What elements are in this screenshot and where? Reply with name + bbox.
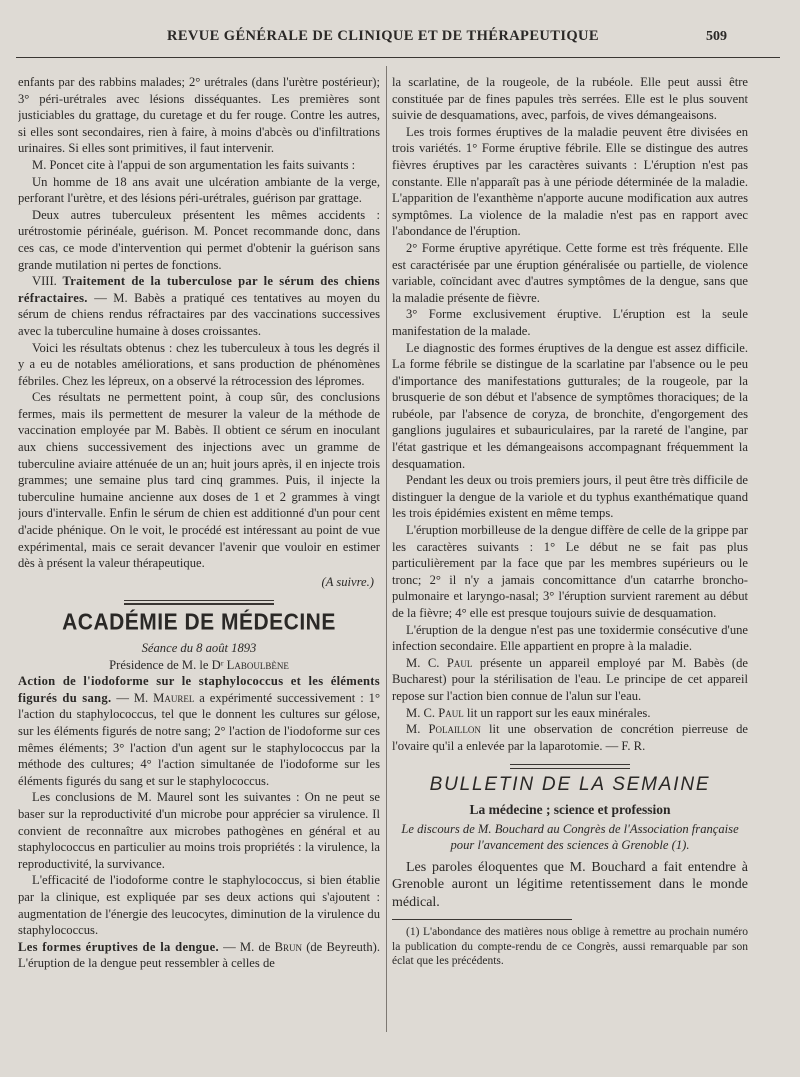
presidence-line xyxy=(18,657,380,674)
paragraph: 3° Forme exclusivement éruptive. L'éruption est la seule manifestation de la malade. xyxy=(392,307,748,338)
section-rule xyxy=(510,764,630,765)
bulletin-heading-block xyxy=(392,764,748,794)
paragraph-text: (de Beyreuth). L'éruption de la dengue peut ressembler à celles de xyxy=(18,939,380,971)
paragraph-text: — M. xyxy=(111,690,154,705)
paragraph: Un homme de 18 ans avait une ulcération ambiante de la verge, perforant l'urètre, et des lésions péri-urétrales, guérison par grattage. xyxy=(18,174,380,206)
paragraph: Les trois formes éruptives de la maladie peuvent être divisées en trois variétés. 1° Forme éruptive fébrile. Elle se distingue des autres fièvres éruptives par les caractères suivants : L'éruption n'est pas constante. Elle n'apparaît pas à une période déterminée de la maladie. L'apparition de l'exanthème n'apporte aucune modification aux autres symptômes. La violence de la maladie n'est pas en rapport avec l'abondance de l'éruption. xyxy=(392,124,748,239)
paragraph: L'efficacité de l'iodoforme contre le staphylococcus, si bien établie par la clinique, est expliquée par ses deux actions qui s'ajoutent : augmentation de l'énergie des leucocytes, diminution de la virulence du staphylococcus. xyxy=(18,873,380,938)
author-name: Polaillon xyxy=(428,722,481,737)
right-column xyxy=(392,74,748,1064)
paragraph-text: M. C. xyxy=(406,655,447,670)
paragraph: enfants par des rabbins malades; 2° urétrales (dans l'urètre postérieur); 3° péri-urétrales avec lésions disséquantes. Les premières sont justiciables du grattage, du curetage et du fer rouge. Contre les autres, si elles sont secondaires, rien à faire, à moins d'abcès ou d'infiltrations urinaires. Si elles sont primitives, il faut intervenir. xyxy=(18,75,380,156)
paragraph: Le diagnostic des formes éruptives de la dengue est assez difficile. La forme fébrile se distingue de la scarlatine par l'absence ou le peu d'importance des manifestations gutturales; de la rougeole, par la brusquerie de son début et l'absence de symptômes thoraciques; de la rubéole, par l'absence de coryza, de bronchite, d'engorgement des ganglions jugulaires et subauriculaires, par la rareté de l'angine, par l'état gastrique et les démangeaisons accompagnant fréquemment la desquamation. xyxy=(392,340,748,471)
paragraph: M. Poncet cite à l'appui de son argumentation les faits suivants : xyxy=(32,157,356,172)
page-header xyxy=(0,28,800,52)
section-rule xyxy=(510,768,630,769)
section-title: Traitement de la tuberculose par le sérum des chiens réfractaires. xyxy=(18,274,380,305)
bulletin-title: BULLETIN DE LA SEMAINE xyxy=(429,774,711,796)
paragraph: Pendant les deux ou trois premiers jours, il peut être très difficile de distinguer la dengue de la variole et du typhus exanthématique quand les trois épidémies existent en même temps. xyxy=(392,473,748,521)
section-title: Les formes éruptives de la dengue. xyxy=(18,939,219,954)
paragraph-text: a expérimenté successivement : 1° l'action du staphylococcus, tel que le donnent les cultures sur gélose, sur les éléments figurés de notre sang; 2° l'action de l'iodoforme sur ces mêmes éléments; 3° l'action d'un agent sur le staphylococcus par la méthode des cultures; 4° l'action simultanée de l'iodoforme sur les éléments figurés du sang et sur le staphylococcus. xyxy=(18,690,380,788)
president-name: Laboulbène xyxy=(226,657,289,672)
paragraph: Ces résultats ne permettent point, à coup sûr, des conclusions fermes, mais ils permettent de mesurer la valeur de la méthode de vaccination employée par M. Babès. Il obtient ce sérum en inoculant aux chiens successivement des injections avec un gramme de tuberculine aviaire atténuée de un an; huit jours après, il en injecte trois grammes; une semaine plus tard cinq grammes. Puis, il injecte la tuberculine humaine ancienne aux doses de 1 et 2 grammes à vingt jours d'intervalle. Enfin le sérum de chien est additionné d'un pour cent d'acide phénique. On le voit, le procédé est intéressant au point de vue expérimental, mais ce serait devancer l'avenir que vouloir en estimer dès à présent la valeur thérapeutique. xyxy=(18,390,380,571)
author-name: Brun xyxy=(274,939,302,954)
paragraph-text: lit une observation de concrétion pierreuse de l'ovaire qu'il a enlevée par la laparotomie. — F. R. xyxy=(392,722,748,753)
paragraph: 2° Forme éruptive apyrétique. Cette forme est très fréquente. Elle est caractérisée par une éruption généralisée ou partielle, de violence variable, coïncidant avec d'autres symptômes de la dengue, sans que la maladie présente de fièvre. xyxy=(392,240,748,305)
bulletin-subtitle: Le discours de M. Bouchard au Congrès de l'Association française pour l'avancement des sciences à Grenoble (1). xyxy=(401,821,739,852)
paragraph xyxy=(392,705,748,722)
paragraph-text: M. C. xyxy=(406,705,439,720)
section-title: Action de l'iodoforme sur le staphylococcus et les éléments figurés du sang. xyxy=(18,674,380,705)
paragraph xyxy=(18,673,380,789)
academie-heading-block xyxy=(18,600,380,636)
paragraph xyxy=(392,655,748,705)
author-name: Paul xyxy=(446,655,473,670)
footnote-rule xyxy=(392,919,572,920)
section-rule xyxy=(124,600,274,601)
paragraph: Les conclusions de M. Maurel sont les suivantes : On ne peut se baser sur la reproductivité d'un microbe pour apprécier sa virulence. Il convient de reconnaître aux microbes pathogènes en général et au staphylococcus en particulier au moins trois propriétés : la virulence, la reproductivité, la survivance. xyxy=(18,790,380,871)
paragraph-text: — M. de xyxy=(218,939,275,954)
paragraph: L'éruption de la dengue n'est pas une toxidermie consécutive d'une infection secondaire. Elle appartient en propre à la maladie. xyxy=(392,622,748,654)
page-number: 509 xyxy=(706,29,727,44)
a-suivre-note: (A suivre.) xyxy=(321,574,374,589)
author-name: Maurel xyxy=(153,690,195,705)
paragraph xyxy=(18,273,380,339)
column-divider xyxy=(386,66,387,1032)
paragraph-text: lit un rapport sur les eaux minérales. xyxy=(463,705,651,720)
paragraph xyxy=(18,939,380,972)
presidence-prefix: Présidence de M. le Dʳ xyxy=(109,657,227,672)
paragraph xyxy=(392,721,748,754)
paragraph-text: présente un appareil employé par M. Babès (de Bucharest) pour la stérilisation de l'eau. Le principe de cet appareil repose sur l'action bien connue de l'alun sur l'eau. xyxy=(392,655,748,703)
section-rule xyxy=(124,603,274,605)
paragraph-text: — M. Babès a pratiqué ces tentatives au moyen du sérum de chiens rendus réfractaires par des vaccinations successives avec la tuberculine humaine à doses croissantes. xyxy=(18,290,380,338)
section-number: VIII. xyxy=(32,274,57,289)
academie-heading: ACADÉMIE DE MÉDECINE xyxy=(62,610,336,636)
paragraph-text: M. xyxy=(406,722,429,737)
paragraph: Les paroles éloquentes que M. Bouchard a fait entendre à Grenoble auront un légitime retentissement dans le monde médical. xyxy=(392,859,748,910)
seance-date: Séance du 8 août 1893 xyxy=(141,641,257,655)
paragraph: L'éruption morbilleuse de la dengue diffère de celle de la grippe par les caractères suivants : 1° Le début ne se fait pas plus particulièrement par la face que par les membres supérieurs ou le tronc; 2° il n'y a jamais concomittance d'un catarrhe broncho-pulmonaire et laryngo-nasal; 3° l'éruption survient rarement au début de la fièvre; 4° elle est presque toujours suivie de desquamation. xyxy=(392,523,748,620)
paragraph: la scarlatine, de la rougeole, de la rubéole. Elle peut aussi être constituée par de fines papules très serrées. Elle est le plus souvent suivie de desquamations, avec, parfois, de vives démangeaisons. xyxy=(392,75,748,123)
footnote: (1) L'abondance des matières nous oblige à remettre au prochain numéro la publication du compte-rendu de ce Congrès, aussi remarquable par son éclat que les précédents. xyxy=(392,926,748,968)
header-rule xyxy=(16,57,780,58)
paragraph: Voici les résultats obtenus : chez les tuberculeux à tous les degrés il y a eu de notables améliorations, et sans production de phénomènes fébriles. Chez les lépreux, on a observé la rétrocession des lépromes. xyxy=(18,340,380,388)
running-title: REVUE GÉNÉRALE DE CLINIQUE ET DE THÉRAPEUTIQUE xyxy=(166,28,599,44)
left-column xyxy=(18,74,380,1064)
paragraph: Deux autres tuberculeux présentent les mêmes accidents : urétrostomie périnéale, guérison. M. Poncet recommande donc, dans ces cas, ce mode d'intervention qui permet d'obtenir la guérison sans grande mutilation ni pertes de fonctions. xyxy=(18,207,380,272)
author-name: Paul xyxy=(438,705,464,720)
bulletin-subheading: La médecine ; science et profession xyxy=(469,801,671,817)
